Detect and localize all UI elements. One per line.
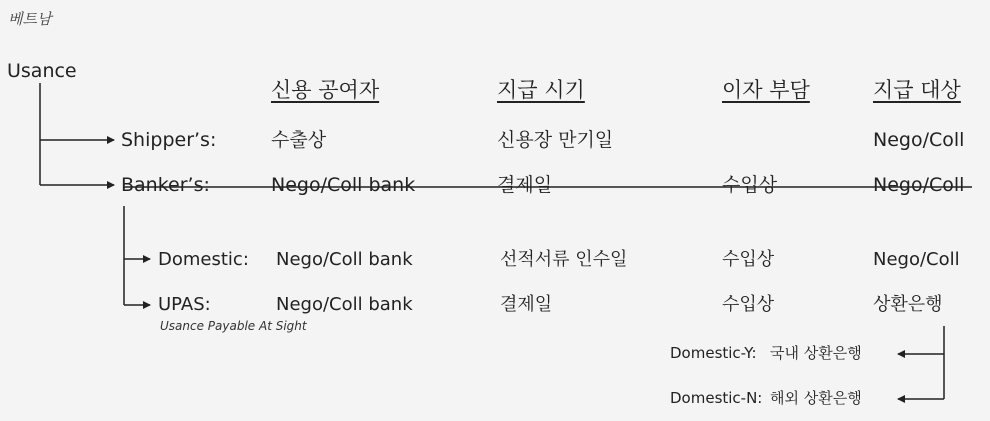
- domestic-n-label: Domestic-N:: [670, 389, 763, 407]
- domestic-label: Domestic:: [158, 249, 249, 270]
- domestic-credit-provider: Nego/Coll bank: [276, 249, 413, 270]
- upas-payment-timing: 결제일: [500, 294, 553, 315]
- banker-interest-bearer: 수입상: [722, 174, 778, 196]
- domestic-y-label: Domestic-Y:: [670, 344, 757, 362]
- domestic-y-value: 국내 상환은행: [770, 344, 862, 362]
- shipper-label: Shipper’s:: [121, 129, 217, 151]
- banker-credit-provider: Nego/Coll bank: [271, 174, 416, 196]
- domestic-payment-target: Nego/Coll: [873, 249, 960, 270]
- header-payment-target: 지급 대상: [873, 78, 961, 102]
- shipper-credit-provider: 수출상: [271, 129, 327, 151]
- header-credit-provider: 신용 공여자: [271, 78, 380, 102]
- domestic-interest-bearer: 수입상: [722, 249, 775, 270]
- banker-label: Banker’s:: [121, 174, 210, 196]
- shipper-payment-timing: 신용장 만기일: [497, 129, 614, 151]
- header-payment-timing: 지급 시기: [497, 78, 585, 102]
- upas-credit-provider: Nego/Coll bank: [276, 294, 413, 315]
- banker-payment-timing: 결제일: [497, 174, 553, 196]
- domestic-payment-timing: 선적서류 인수일: [500, 249, 628, 270]
- domestic-n-value: 해외 상환은행: [770, 389, 862, 407]
- upas-note: Usance Payable At Sight: [160, 319, 307, 333]
- banker-payment-target: Nego/Coll: [873, 174, 965, 196]
- upas-label: UPAS:: [158, 294, 211, 315]
- upas-interest-bearer: 수입상: [722, 294, 775, 315]
- header-interest-bearer: 이자 부담: [722, 78, 810, 102]
- upas-payment-target: 상환은행: [873, 294, 943, 315]
- usance-root-label: Usance: [7, 60, 77, 82]
- shipper-payment-target: Nego/Coll: [873, 129, 965, 151]
- page-title: 베트남: [8, 10, 52, 28]
